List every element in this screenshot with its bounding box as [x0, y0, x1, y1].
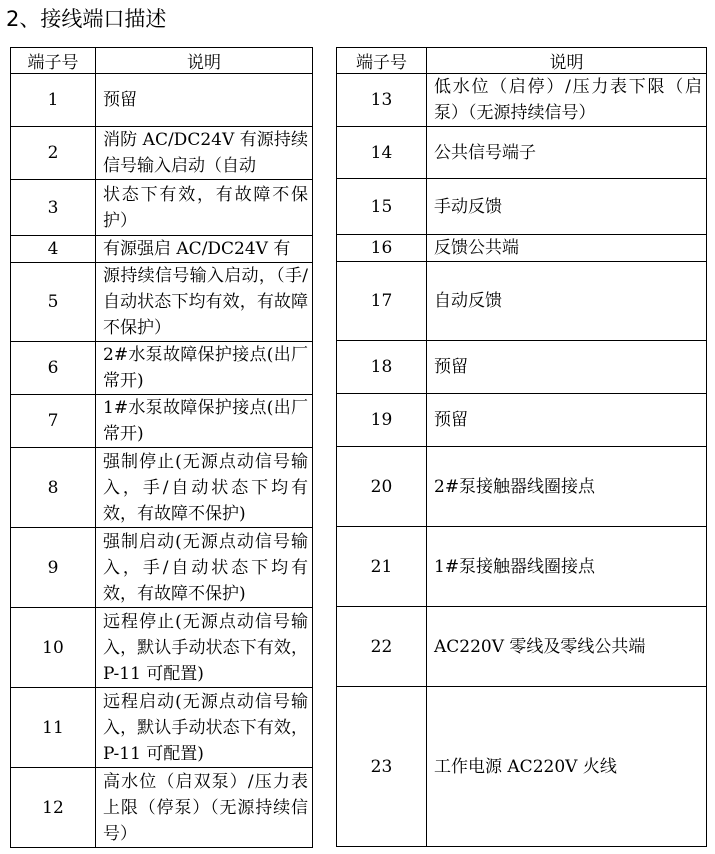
- table-header-row: [337, 48, 707, 74]
- terminal-number: 22: [337, 607, 427, 687]
- table-header-row: [11, 48, 313, 74]
- header-terminal-number: 端子号: [337, 48, 427, 74]
- terminal-description: 远程启动(无源点动信号输入，默认手动状态下有效，P-11 可配置): [96, 688, 313, 768]
- table-row: [11, 448, 313, 528]
- table-row: [11, 263, 313, 342]
- terminal-number: 23: [337, 687, 427, 847]
- terminal-description: 远程停止(无源点动信号输入，默认手动状态下有效，P-11 可配置): [96, 608, 313, 688]
- terminal-description: 源持续信号输入启动，（手/自动状态下均有效，有故障不保护）: [96, 263, 313, 342]
- header-description: 说明: [427, 48, 707, 74]
- table-row: [11, 528, 313, 608]
- terminal-number: 21: [337, 527, 427, 607]
- terminal-number: 4: [11, 236, 96, 263]
- section-heading: 2、接线端口描述: [6, 7, 167, 31]
- terminal-number: 11: [11, 688, 96, 768]
- table-row: [337, 687, 707, 847]
- terminal-description: 强制停止(无源点动信号输入，手/自动状态下均有效，有故障不保护): [96, 448, 313, 528]
- terminal-number: 2: [11, 127, 96, 180]
- table-row: [337, 527, 707, 607]
- terminal-description: 2#水泵故障保护接点(出厂常开): [96, 342, 313, 395]
- table-row: [337, 235, 707, 262]
- terminal-number: 3: [11, 180, 96, 236]
- terminal-number: 5: [11, 263, 96, 342]
- table-row: [337, 341, 707, 394]
- terminal-description: 预留: [427, 341, 707, 394]
- terminal-number: 7: [11, 395, 96, 448]
- terminal-number: 12: [11, 768, 96, 848]
- terminal-number: 1: [11, 74, 96, 127]
- terminal-number: 6: [11, 342, 96, 395]
- table-row: [11, 342, 313, 395]
- table-row: [11, 127, 313, 180]
- terminal-number: 10: [11, 608, 96, 688]
- table-row: [11, 74, 313, 127]
- table-row: [11, 688, 313, 768]
- terminal-description: 高水位（启双泵）/压力表上限（停泵）（无源持续信号）: [96, 768, 313, 848]
- table-row: [11, 236, 313, 263]
- terminal-description: 有源强启 AC/DC24V 有: [96, 236, 313, 263]
- terminal-number: 17: [337, 262, 427, 341]
- terminal-description: 反馈公共端: [427, 235, 707, 262]
- table-row: [337, 127, 707, 179]
- terminal-description: 1#水泵故障保护接点(出厂常开): [96, 395, 313, 448]
- terminal-table-right: [336, 47, 707, 847]
- terminal-number: 18: [337, 341, 427, 394]
- terminal-description: 低水位（启停）/压力表下限（启泵）（无源持续信号）: [427, 74, 707, 127]
- terminal-number: 20: [337, 447, 427, 527]
- terminal-description: 预留: [427, 394, 707, 447]
- table-row: [11, 608, 313, 688]
- table-row: [11, 395, 313, 448]
- terminal-number: 14: [337, 127, 427, 179]
- terminal-number: 15: [337, 179, 427, 235]
- terminal-number: 13: [337, 74, 427, 127]
- table-row: [337, 394, 707, 447]
- terminal-number: 8: [11, 448, 96, 528]
- terminal-description: 预留: [96, 74, 313, 127]
- terminal-description: 自动反馈: [427, 262, 707, 341]
- terminal-number: 19: [337, 394, 427, 447]
- table-row: [11, 768, 313, 848]
- header-description: 说明: [96, 48, 313, 74]
- table-row: [337, 607, 707, 687]
- table-row: [337, 179, 707, 235]
- header-terminal-number: 端子号: [11, 48, 96, 74]
- terminal-description: 1#泵接触器线圈接点: [427, 527, 707, 607]
- table-row: [11, 180, 313, 236]
- table-row: [337, 262, 707, 341]
- table-row: [337, 447, 707, 527]
- terminal-description: 状态下有效，有故障不保护）: [96, 180, 313, 236]
- terminal-table-left: [10, 47, 313, 848]
- terminal-description: 公共信号端子: [427, 127, 707, 179]
- terminal-description: 手动反馈: [427, 179, 707, 235]
- terminal-number: 16: [337, 235, 427, 262]
- terminal-description: 强制启动(无源点动信号输入，手/自动状态下均有效，有故障不保护): [96, 528, 313, 608]
- terminal-description: 2#泵接触器线圈接点: [427, 447, 707, 527]
- table-row: [337, 74, 707, 127]
- terminal-description: AC220V 零线及零线公共端: [427, 607, 707, 687]
- terminal-description: 消防 AC/DC24V 有源持续信号输入启动（自动: [96, 127, 313, 180]
- terminal-description: 工作电源 AC220V 火线: [427, 687, 707, 847]
- terminal-number: 9: [11, 528, 96, 608]
